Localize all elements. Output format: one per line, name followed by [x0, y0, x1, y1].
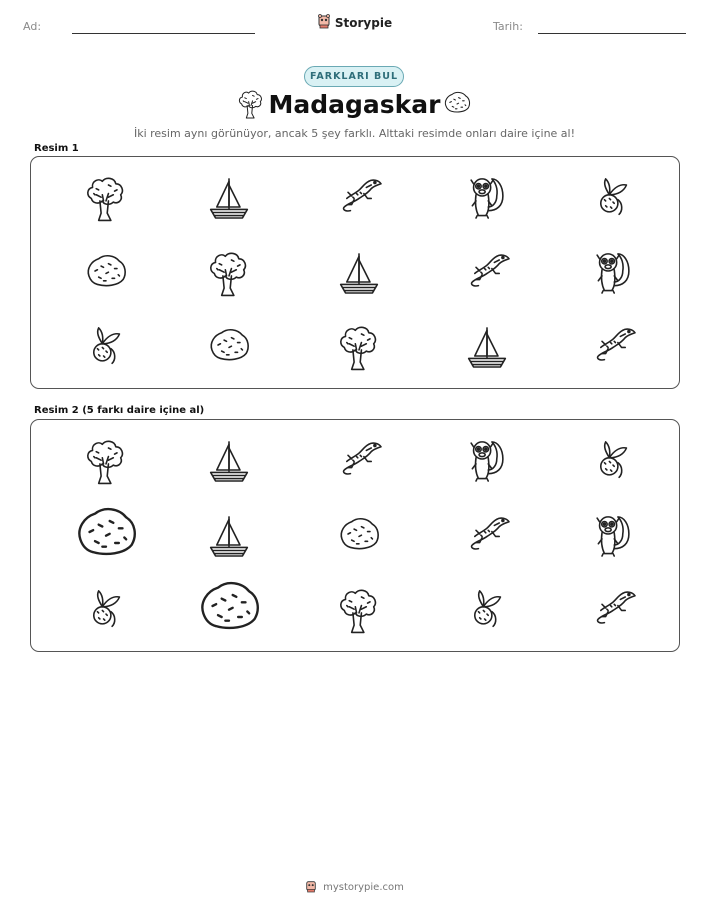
picture-cell[interactable]: [84, 249, 128, 298]
picture-cell[interactable]: [465, 437, 509, 486]
picture-cell[interactable]: [465, 323, 509, 372]
fruit-icon[interactable]: [84, 586, 128, 635]
storypie-mascot-icon: [305, 878, 317, 897]
lizard-icon[interactable]: [465, 512, 509, 561]
sailboat-icon[interactable]: [337, 249, 381, 298]
lizard-icon[interactable]: [591, 323, 635, 372]
picture1-panel: [30, 156, 680, 389]
picture-cell[interactable]: [337, 437, 381, 486]
picture-cell[interactable]: [591, 437, 635, 486]
picture-cell[interactable]: [84, 586, 128, 635]
lizard-icon[interactable]: [337, 174, 381, 223]
rock-icon[interactable]: [84, 249, 128, 298]
brand-name: Storypie: [334, 16, 393, 30]
picture-cell[interactable]: [465, 512, 509, 561]
picture-cell[interactable]: [591, 174, 635, 223]
baobab-tree-icon[interactable]: [84, 174, 128, 223]
picture-cell[interactable]: [84, 323, 128, 372]
sailboat-icon[interactable]: [207, 174, 251, 223]
picture2-panel[interactable]: [30, 419, 680, 652]
sailboat-icon[interactable]: [207, 512, 251, 561]
name-label: Ad:: [23, 20, 42, 33]
fruit-icon[interactable]: [591, 437, 635, 486]
picture-cell[interactable]: [207, 323, 251, 372]
baobab-tree-icon[interactable]: [207, 249, 251, 298]
fruit-icon[interactable]: [465, 586, 509, 635]
rock-icon[interactable]: [73, 499, 139, 572]
lizard-icon[interactable]: [465, 249, 509, 298]
date-label: Tarih:: [493, 20, 523, 33]
fruit-icon[interactable]: [84, 323, 128, 372]
storypie-mascot-icon: [317, 13, 331, 33]
picture-cell[interactable]: [337, 512, 381, 561]
baobab-tree-icon[interactable]: [84, 437, 128, 486]
name-line[interactable]: [72, 33, 255, 34]
picture-cell[interactable]: [84, 174, 128, 223]
picture-cell[interactable]: [207, 174, 251, 223]
brand-logo: [0, 13, 709, 33]
baobab-tree-icon[interactable]: [337, 586, 381, 635]
picture-cell[interactable]: [591, 512, 635, 561]
picture-cell[interactable]: [465, 249, 509, 298]
picture-cell[interactable]: [591, 323, 635, 372]
lemur-icon[interactable]: [465, 437, 509, 486]
picture-cell[interactable]: [465, 174, 509, 223]
lizard-icon[interactable]: [591, 586, 635, 635]
lemur-icon[interactable]: [591, 512, 635, 561]
picture-cell[interactable]: [196, 574, 262, 647]
sailboat-icon[interactable]: [465, 323, 509, 372]
rock-icon[interactable]: [207, 323, 251, 372]
picture-cell[interactable]: [207, 249, 251, 298]
picture-cell[interactable]: [73, 500, 139, 573]
activity-badge: FARKLARI BUL: [304, 66, 404, 87]
picture-cell[interactable]: [84, 437, 128, 486]
baobab-tree-icon[interactable]: [337, 323, 381, 372]
picture-cell[interactable]: [337, 586, 381, 635]
picture2-label: Resim 2 (5 farkı daire içine al): [34, 405, 205, 416]
rock-icon[interactable]: [196, 573, 262, 646]
footer-url[interactable]: mystorypie.com: [323, 882, 404, 893]
lizard-icon[interactable]: [337, 437, 381, 486]
picture-cell[interactable]: [465, 586, 509, 635]
sailboat-icon[interactable]: [207, 437, 251, 486]
lemur-icon[interactable]: [465, 174, 509, 223]
picture1-label: Resim 1: [34, 143, 79, 154]
picture-cell[interactable]: [207, 437, 251, 486]
page-title: Madagaskar: [268, 90, 441, 119]
instructions: İki resim aynı görünüyor, ancak 5 şey farklı. Alttaki resimde onları daire içine al!: [133, 127, 576, 140]
picture-cell[interactable]: [591, 586, 635, 635]
fruit-icon[interactable]: [591, 174, 635, 223]
footer: [0, 878, 709, 897]
rock-icon[interactable]: [337, 512, 381, 561]
lemur-icon[interactable]: [591, 249, 635, 298]
picture-cell[interactable]: [337, 323, 381, 372]
picture-cell[interactable]: [207, 512, 251, 561]
picture-cell[interactable]: [337, 174, 381, 223]
picture-cell[interactable]: [337, 249, 381, 298]
picture-cell[interactable]: [591, 249, 635, 298]
date-line[interactable]: [538, 33, 686, 34]
